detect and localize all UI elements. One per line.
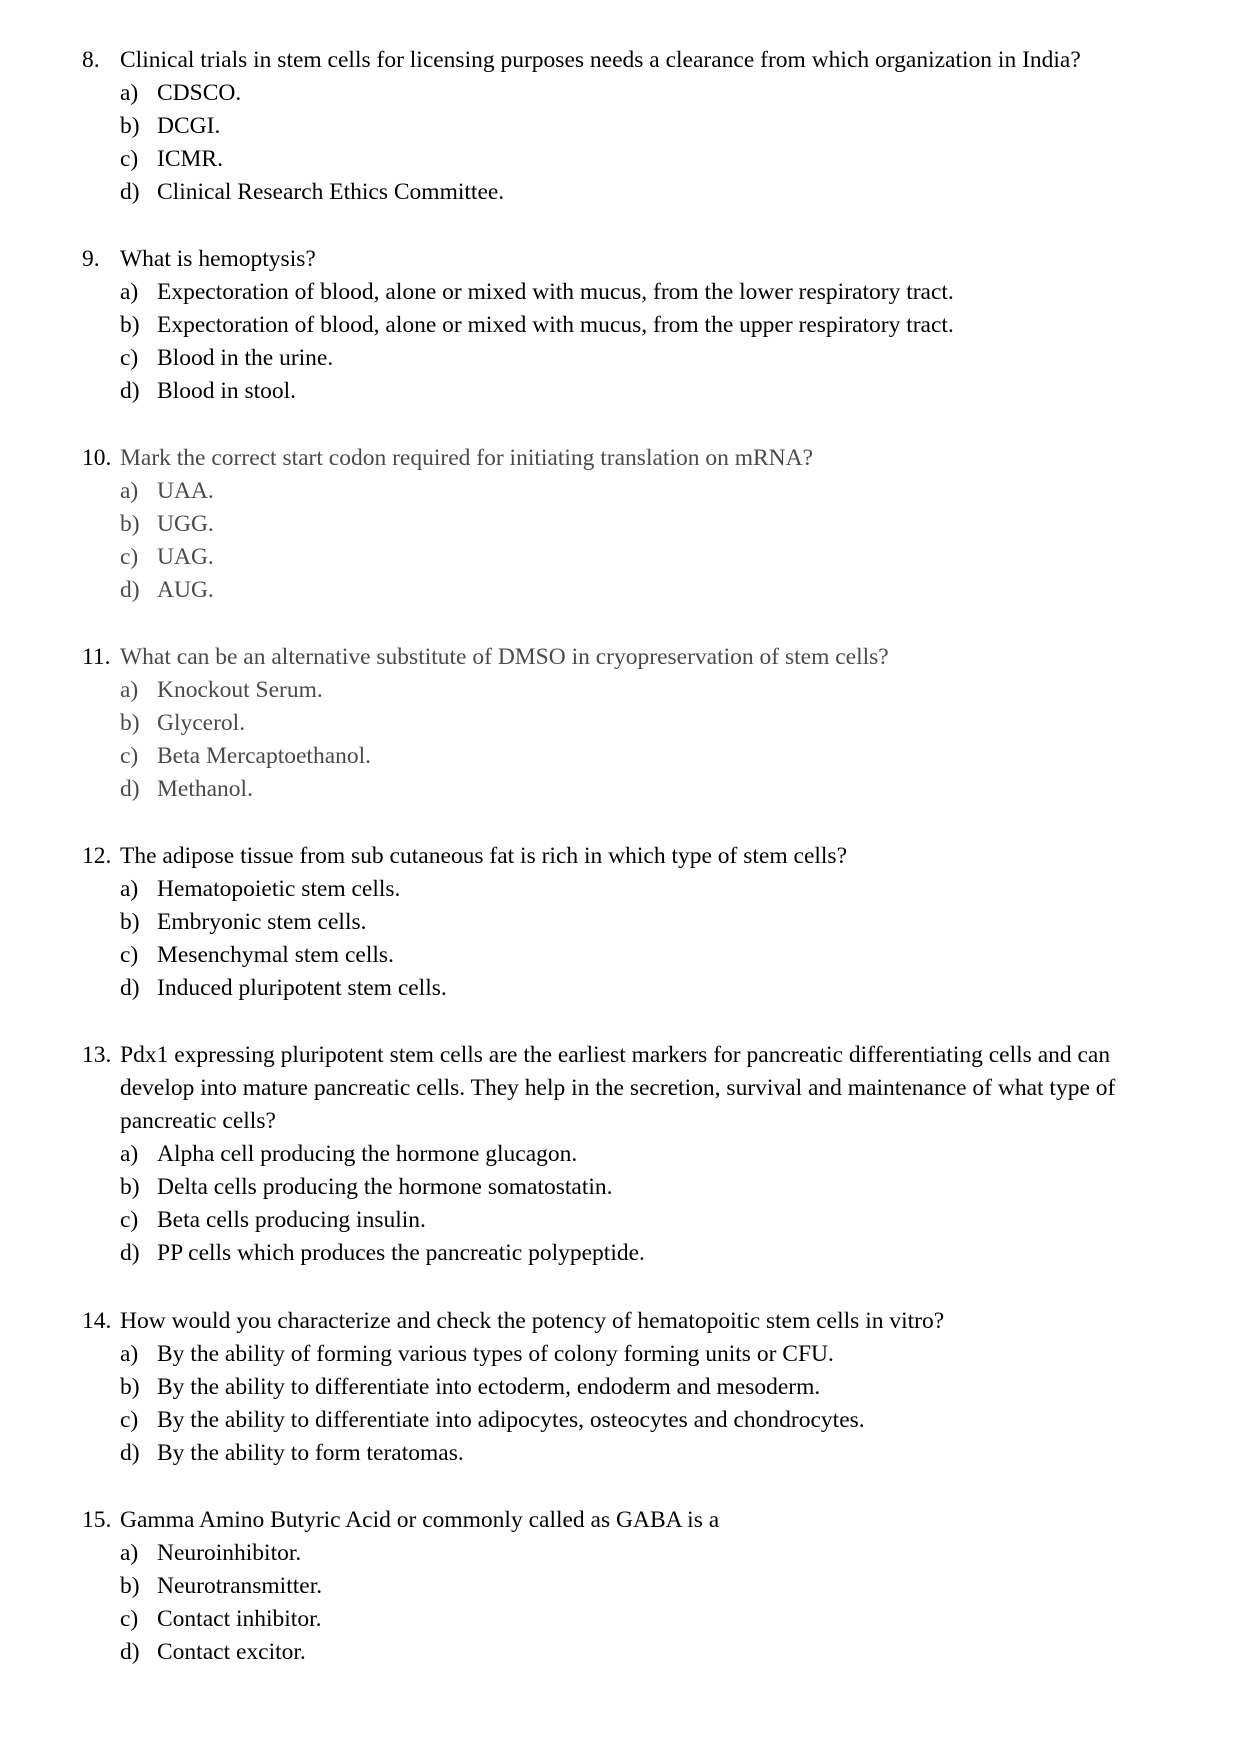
question-number: 10. bbox=[82, 445, 112, 471]
option-text: Contact inhibitor. bbox=[157, 1606, 322, 1632]
option-letter: d) bbox=[120, 1639, 140, 1665]
option-letter: a) bbox=[120, 876, 139, 902]
option-letter: d) bbox=[120, 179, 140, 205]
option-letter: b) bbox=[120, 909, 140, 935]
option-letter: c) bbox=[120, 345, 139, 371]
option-text: PP cells which produces the pancreatic polypeptide. bbox=[157, 1240, 645, 1266]
option-a bbox=[82, 77, 1172, 110]
option-b bbox=[82, 1171, 1172, 1204]
option-d bbox=[82, 1237, 1172, 1270]
option-letter: b) bbox=[120, 1374, 140, 1400]
question-12 bbox=[82, 840, 1172, 1005]
option-b bbox=[82, 906, 1172, 939]
question-13 bbox=[82, 1039, 1172, 1270]
option-letter: b) bbox=[120, 1573, 140, 1599]
question-header bbox=[82, 442, 1172, 475]
option-text: Expectoration of blood, alone or mixed with mucus, from the lower respiratory tract. bbox=[157, 279, 954, 305]
option-b bbox=[82, 707, 1172, 740]
question-text: The adipose tissue from sub cutaneous fat is rich in which type of stem cells? bbox=[120, 843, 848, 869]
question-11 bbox=[82, 641, 1172, 806]
option-c bbox=[82, 939, 1172, 972]
option-c bbox=[82, 143, 1172, 176]
option-c bbox=[82, 541, 1172, 574]
question-8 bbox=[82, 44, 1172, 209]
option-a bbox=[82, 873, 1172, 906]
option-letter: d) bbox=[120, 577, 140, 603]
option-c bbox=[82, 1204, 1172, 1237]
option-letter: d) bbox=[120, 378, 140, 404]
question-number: 9. bbox=[82, 246, 100, 272]
option-text: By the ability to differentiate into adipocytes, osteocytes and chondrocytes. bbox=[157, 1407, 865, 1433]
option-d bbox=[82, 972, 1172, 1005]
option-letter: d) bbox=[120, 776, 140, 802]
option-d bbox=[82, 1636, 1172, 1669]
option-letter: c) bbox=[120, 743, 139, 769]
option-text: Clinical Research Ethics Committee. bbox=[157, 179, 505, 205]
question-number: 13. bbox=[82, 1042, 112, 1068]
question-text: Mark the correct start codon required for initiating translation on mRNA? bbox=[120, 445, 814, 471]
option-letter: b) bbox=[120, 312, 140, 338]
option-text: Neuroinhibitor. bbox=[157, 1540, 302, 1566]
option-letter: d) bbox=[120, 975, 140, 1001]
option-text: Hematopoietic stem cells. bbox=[157, 876, 401, 902]
option-text: Glycerol. bbox=[157, 710, 246, 736]
option-a bbox=[82, 475, 1172, 508]
option-letter: d) bbox=[120, 1240, 140, 1266]
question-text: Gamma Amino Butyric Acid or commonly called as GABA is a bbox=[120, 1507, 720, 1533]
option-c bbox=[82, 740, 1172, 773]
question-text: Clinical trials in stem cells for licensing purposes needs a clearance from which organization in India? bbox=[120, 47, 1081, 73]
question-header bbox=[82, 1039, 1172, 1138]
option-b bbox=[82, 110, 1172, 143]
option-text: AUG. bbox=[157, 577, 214, 603]
option-text: Induced pluripotent stem cells. bbox=[157, 975, 447, 1001]
option-text: Delta cells producing the hormone somatostatin. bbox=[157, 1174, 613, 1200]
option-a bbox=[82, 276, 1172, 309]
question-14 bbox=[82, 1305, 1172, 1470]
option-letter: b) bbox=[120, 113, 140, 139]
option-text: Methanol. bbox=[157, 776, 253, 802]
option-letter: d) bbox=[120, 1440, 140, 1466]
option-text: Mesenchymal stem cells. bbox=[157, 942, 394, 968]
option-letter: c) bbox=[120, 1606, 139, 1632]
option-list bbox=[82, 77, 1172, 209]
option-c bbox=[82, 1603, 1172, 1636]
option-c bbox=[82, 1404, 1172, 1437]
question-text: How would you characterize and check the potency of hematopoitic stem cells in vitro? bbox=[120, 1308, 945, 1334]
option-text: DCGI. bbox=[157, 113, 221, 139]
question-header bbox=[82, 1504, 1172, 1537]
option-text: UGG. bbox=[157, 511, 214, 537]
option-letter: a) bbox=[120, 677, 139, 703]
option-letter: c) bbox=[120, 942, 139, 968]
option-text: Expectoration of blood, alone or mixed with mucus, from the upper respiratory tract. bbox=[157, 312, 954, 338]
option-letter: c) bbox=[120, 146, 139, 172]
question-header bbox=[82, 243, 1172, 276]
question-header bbox=[82, 1305, 1172, 1338]
option-text: Embryonic stem cells. bbox=[157, 909, 367, 935]
option-letter: a) bbox=[120, 1141, 139, 1167]
option-letter: b) bbox=[120, 1174, 140, 1200]
option-letter: a) bbox=[120, 279, 139, 305]
option-letter: b) bbox=[120, 710, 140, 736]
option-d bbox=[82, 773, 1172, 806]
option-a bbox=[82, 674, 1172, 707]
option-letter: a) bbox=[120, 1540, 139, 1566]
option-list bbox=[82, 873, 1172, 1005]
question-10 bbox=[82, 442, 1172, 607]
option-letter: a) bbox=[120, 1341, 139, 1367]
option-a bbox=[82, 1338, 1172, 1371]
option-text: By the ability of forming various types of colony forming units or CFU. bbox=[157, 1341, 834, 1367]
question-header bbox=[82, 44, 1172, 77]
option-b bbox=[82, 1371, 1172, 1404]
option-text: Blood in the urine. bbox=[157, 345, 334, 371]
option-d bbox=[82, 574, 1172, 607]
option-list bbox=[82, 1537, 1172, 1669]
option-letter: b) bbox=[120, 511, 140, 537]
question-number: 11. bbox=[82, 644, 111, 670]
option-list bbox=[82, 1138, 1172, 1270]
option-a bbox=[82, 1138, 1172, 1171]
option-text: Blood in stool. bbox=[157, 378, 297, 404]
option-text: Beta cells producing insulin. bbox=[157, 1207, 426, 1233]
option-d bbox=[82, 1437, 1172, 1470]
option-text: Beta Mercaptoethanol. bbox=[157, 743, 372, 769]
option-d bbox=[82, 375, 1172, 408]
option-letter: a) bbox=[120, 478, 139, 504]
option-a bbox=[82, 1537, 1172, 1570]
option-letter: c) bbox=[120, 544, 139, 570]
option-b bbox=[82, 1570, 1172, 1603]
option-b bbox=[82, 309, 1172, 342]
question-number: 15. bbox=[82, 1507, 112, 1533]
option-c bbox=[82, 342, 1172, 375]
option-b bbox=[82, 508, 1172, 541]
option-letter: a) bbox=[120, 80, 139, 106]
question-number: 8. bbox=[82, 47, 100, 73]
option-text: UAG. bbox=[157, 544, 214, 570]
question-number: 14. bbox=[82, 1308, 112, 1334]
option-text: ICMR. bbox=[157, 146, 223, 172]
option-text: Neurotransmitter. bbox=[157, 1573, 323, 1599]
question-number: 12. bbox=[82, 843, 112, 869]
option-text: Knockout Serum. bbox=[157, 677, 323, 703]
option-text: By the ability to differentiate into ectoderm, endoderm and mesoderm. bbox=[157, 1374, 821, 1400]
option-text: By the ability to form teratomas. bbox=[157, 1440, 464, 1466]
question-15 bbox=[82, 1504, 1172, 1669]
option-letter: c) bbox=[120, 1207, 139, 1233]
option-text: UAA. bbox=[157, 478, 214, 504]
question-header bbox=[82, 641, 1172, 674]
option-text: Alpha cell producing the hormone glucagon. bbox=[157, 1141, 578, 1167]
option-d bbox=[82, 176, 1172, 209]
question-header bbox=[82, 840, 1172, 873]
option-list bbox=[82, 674, 1172, 806]
question-9 bbox=[82, 243, 1172, 408]
option-letter: c) bbox=[120, 1407, 139, 1433]
option-text: CDSCO. bbox=[157, 80, 242, 106]
option-list bbox=[82, 1338, 1172, 1470]
option-text: Contact excitor. bbox=[157, 1639, 306, 1665]
question-text: What can be an alternative substitute of DMSO in cryopreservation of stem cells? bbox=[120, 644, 889, 670]
question-text: What is hemoptysis? bbox=[120, 246, 316, 272]
question-text: Pdx1 expressing pluripotent stem cells are the earliest markers for pancreatic differentiating cells and can develop into mature pancreatic cells. They help in the secretion, survival and maintenance of what type of pancreatic cells? bbox=[120, 1042, 1116, 1134]
option-list bbox=[82, 276, 1172, 408]
option-list bbox=[82, 475, 1172, 607]
